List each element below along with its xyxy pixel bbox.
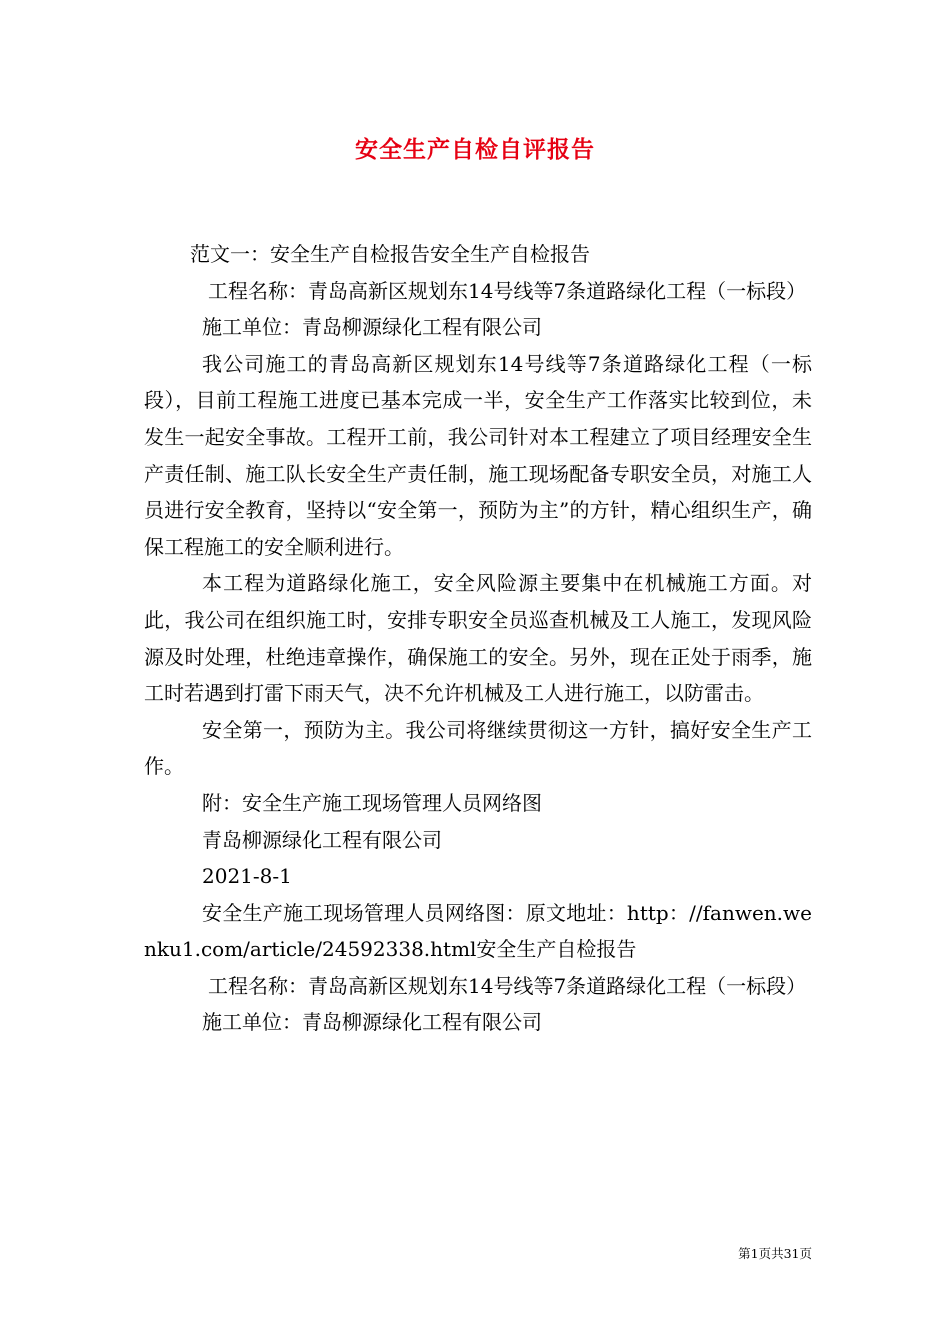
policy-paragraph: 安全第一，预防为主。我公司将继续贯彻这一方针，搞好安全生产工作。	[144, 717, 812, 779]
construction-unit-paragraph-2: 施工单位：青岛柳源绿化工程有限公司	[202, 1010, 542, 1035]
project-name-paragraph-2: 工程名称：青岛高新区规划东14号线等7条道路绿化工程（一标段）	[208, 973, 807, 998]
page-number: 第1页共31页	[738, 1246, 812, 1261]
signature-company: 青岛柳源绿化工程有限公司	[202, 827, 442, 852]
document-title: 安全生产自检自评报告	[355, 136, 595, 163]
signature-date: 2021-8-1	[202, 864, 292, 889]
project-name-paragraph: 工程名称：青岛高新区规划东14号线等7条道路绿化工程（一标段）	[208, 278, 807, 303]
construction-unit-paragraph: 施工单位：青岛柳源绿化工程有限公司	[202, 315, 542, 340]
risk-paragraph: 本工程为道路绿化施工，安全风险源主要集中在机械施工方面。对此，我公司在组织施工时，安排专职安全员巡查机械及工人施工，发现风险源及时处理，杜绝违章操作，确保施工的安全。另外，现在正处于雨季，施工时若遇到打雷下雨天气，决不允许机械及工人进行施工，以防雷击。	[144, 571, 812, 706]
intro-paragraph: 范文一：安全生产自检报告安全生产自检报告	[190, 242, 590, 266]
attachment-paragraph: 附：安全生产施工现场管理人员网络图	[202, 790, 542, 815]
source-link-paragraph: 安全生产施工现场管理人员网络图：原文地址：http：//fanwen.wenku1.com/article/24592338.html安全生产自检报告	[144, 900, 812, 962]
document-body	[144, 236, 812, 1041]
overview-paragraph: 我公司施工的青岛高新区规划东14号线等7条道路绿化工程（一标段），目前工程施工进度已基本完成一半，安全生产工作落实比较到位，未发生一起安全事故。工程开工前，我公司针对本工程建立了项目经理安全生产责任制、施工队长安全生产责任制，施工现场配备专职安全员，对施工人员进行安全教育，坚持以“安全第一，预防为主”的方针，精心组织生产，确保工程施工的安全顺利进行。	[144, 351, 812, 559]
